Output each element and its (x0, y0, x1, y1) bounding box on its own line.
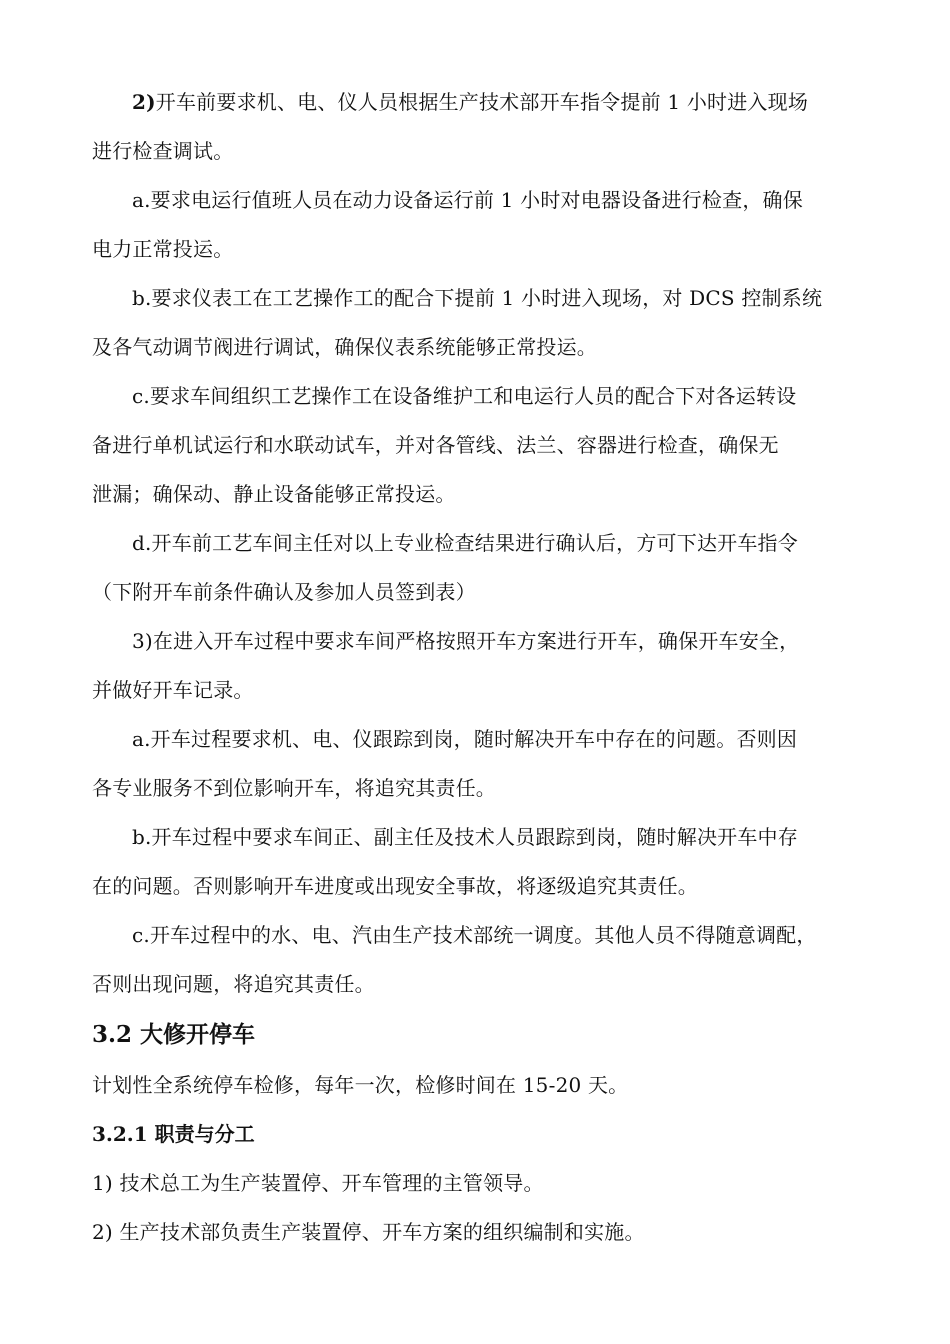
paragraph-line: b.开车过程中要求车间正、副主任及技术人员跟踪到岗，随时解决开车中存 (132, 825, 798, 849)
paragraph-line: d.开车前工艺车间主任对以上专业检查结果进行确认后，方可下达开车指令 (132, 531, 798, 555)
paragraph-line: a.要求电运行值班人员在动力设备运行前 1 小时对电器设备进行检查，确保 (132, 188, 803, 212)
paragraph-line: a.开车过程要求机、电、仪跟踪到岗，随时解决开车中存在的问题。否则因 (132, 727, 798, 751)
paragraph-line: 及各气动调节阀进行调试，确保仪表系统能够正常投运。 (92, 335, 597, 359)
section-title: 职责与分工 (154, 1122, 255, 1146)
paragraph-2 (92, 176, 860, 274)
paragraph-line: 泄漏；确保动、静止设备能够正常投运。 (92, 482, 456, 506)
section-heading-3-2 (92, 1009, 860, 1061)
paragraph-4 (92, 372, 860, 519)
paragraph-7 (92, 715, 860, 813)
paragraph-line: 备进行单机试运行和水联动试车，并对各管线、法兰、容器进行检查，确保无 (92, 433, 779, 457)
paragraph-line: 进行检查调试。 (92, 139, 234, 163)
paragraph-line: 电力正常投运。 (92, 237, 234, 261)
paragraph-8 (92, 813, 860, 911)
paragraph-line: 并做好开车记录。 (92, 678, 254, 702)
paragraph-line: 各专业服务不到位影响开车，将追究其责任。 (92, 776, 496, 800)
section-number: 3.2.1 (92, 1122, 148, 1146)
section-title: 大修开停车 (140, 1021, 256, 1048)
list-item-2: 2) 生产技术部负责生产装置停、开车方案的组织编制和实施。 (92, 1220, 645, 1244)
paragraph-6 (92, 617, 860, 715)
paragraph-9 (92, 911, 860, 1009)
paragraph-line: （下附开车前条件确认及参加人员签到表） (92, 580, 476, 604)
paragraph-line (92, 78, 860, 127)
paragraph-line: 否则出现问题，将追究其责任。 (92, 972, 375, 996)
paragraph-text: 开车前要求机、电、仪人员根据生产技术部开车指令提前 1 小时进入现场 (155, 90, 809, 114)
section-number: 3.2 (92, 1021, 133, 1048)
document-page (92, 78, 860, 1257)
paragraph-1 (92, 78, 860, 176)
paragraph-lead: 2) (132, 90, 156, 114)
paragraph-line: c.开车过程中的水、电、汽由生产技术部统一调度。其他人员不得随意调配， (132, 923, 817, 947)
paragraph-3 (92, 274, 860, 372)
paragraph-5 (92, 519, 860, 617)
section-3-2-body: 计划性全系统停车检修，每年一次，检修时间在 15-20 天。 (92, 1073, 629, 1097)
section-heading-3-2-1 (92, 1110, 860, 1159)
paragraph-line: b.要求仪表工在工艺操作工的配合下提前 1 小时进入现场，对 DCS 控制系统 (132, 286, 823, 310)
list-item-1: 1) 技术总工为生产装置停、开车管理的主管领导。 (92, 1171, 544, 1195)
paragraph-line: 在的问题。否则影响开车进度或出现安全事故，将逐级追究其责任。 (92, 874, 698, 898)
paragraph-line: 3)在进入开车过程中要求车间严格按照开车方案进行开车，确保开车安全， (132, 629, 800, 653)
paragraph-line: c.要求车间组织工艺操作工在设备维护工和电运行人员的配合下对各运转设 (132, 384, 797, 408)
